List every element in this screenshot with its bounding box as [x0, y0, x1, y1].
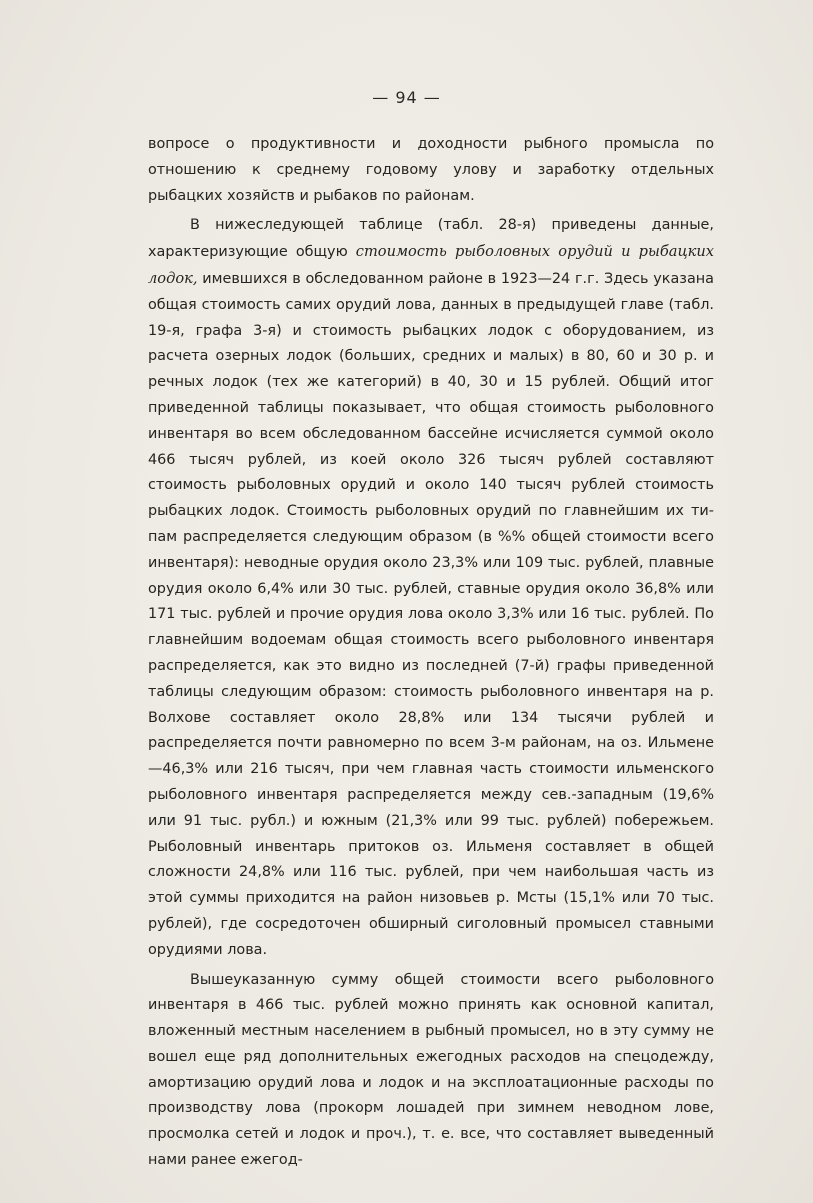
paragraph-1: вопросе о продуктивности и доходности рыбного промысла по отношению к среднему годовому улову и заработку отдельных рыбацких хозяйств и рыбаков по районам.: [148, 136, 714, 204]
paragraph-2-lead: В нижеследующей таблице (табл. 28-я) приведены данные, характеризующие общую: [148, 217, 714, 261]
paragraph-2-rest: имевшихся в обследованном районе в 1923—24 г.г. Здесь указана общая стоимость самих орудий лова, данных в предыдущей главе (табл. 19-я, графа 3-я) и стоимость рыбацких лодок с оборудованием, из расчета озерных лодок (больших, средних и малых) в 80, 60 и 30 р. и речных лодок (тех же категорий) в 40, 30 и 15 рублей. Общий итог приведенной таблицы показывает, что общая стоимость рыболовного инвентаря во всем обследованном бассейне исчисляется суммой около 466 тысяч рублей, из коей около 326 тысяч рублей составляют стоимость рыболовных орудий и около 140 тысяч рублей стоимость рыбацких лодок. Стоимость рыболовных орудий по главнейшим их типам распределяется следующим образом (в %% общей стоимости всего инвентаря): неводные орудия около 23,3% или 109 тыс. рублей, плавные орудия около 6,4% или 30 тыс. рублей, ставные орудия около 36,8% или 171 тыс. рублей и прочие орудия лова около 3,3% или 16 тыс. рублей. По главнейшим водоемам общая стоимость всего рыболовного инвентаря распределяется, как это видно из последней (7-й) графы приведенной таблицы следующим образом: стоимость рыболовного инвентаря на р. Волхове составляет около 28,8% или 134 тысячи рублей и распределяется почти равномерно по всем 3-м районам, на оз. Ильмене—46,3% или 216 тысяч, при чем главная часть стоимости ильменского рыболовного инвентаря распределяется между сев.-западным (19,6% или 91 тыс. рубл.) и южным (21,3% или 99 тыс. рублей) побережьем. Рыболовный инвентарь притоков оз. Ильменя составляет в общей сложности 24,8% или 116 тыс. рублей, при чем наибольшая часть из этой суммы приходится на район низовьев р. Мсты (15,1% или 70 тыс. рублей), где сосредоточен обширный сиголовный промысел ставными орудиями лова.: [148, 270, 714, 958]
paragraph-2-emphasis: стоимость рыболовных орудий и рыбацких лодок,: [148, 243, 714, 287]
page-number: — 94 —: [372, 88, 441, 107]
paragraph-2: [148, 213, 714, 963]
body-text: [148, 132, 714, 1174]
paragraph-3: Вышеуказанную сумму общей стоимости всего рыболовного инвентаря в 466 тыс. рублей можно принять как основной капитал, вложенный местным населением в рыбный промысел, но в эту сумму не вошел еще ряд дополнительных ежегодных расходов на спецодежду, амортизацию орудий лова и лодок и на эксплоатационные расходы по производству лова (прокорм лошадей при зимнем неводном лове, просмолка сетей и лодок и проч.), т. е. все, что составляет выведенный нами ранее ежегод-: [148, 971, 714, 1169]
